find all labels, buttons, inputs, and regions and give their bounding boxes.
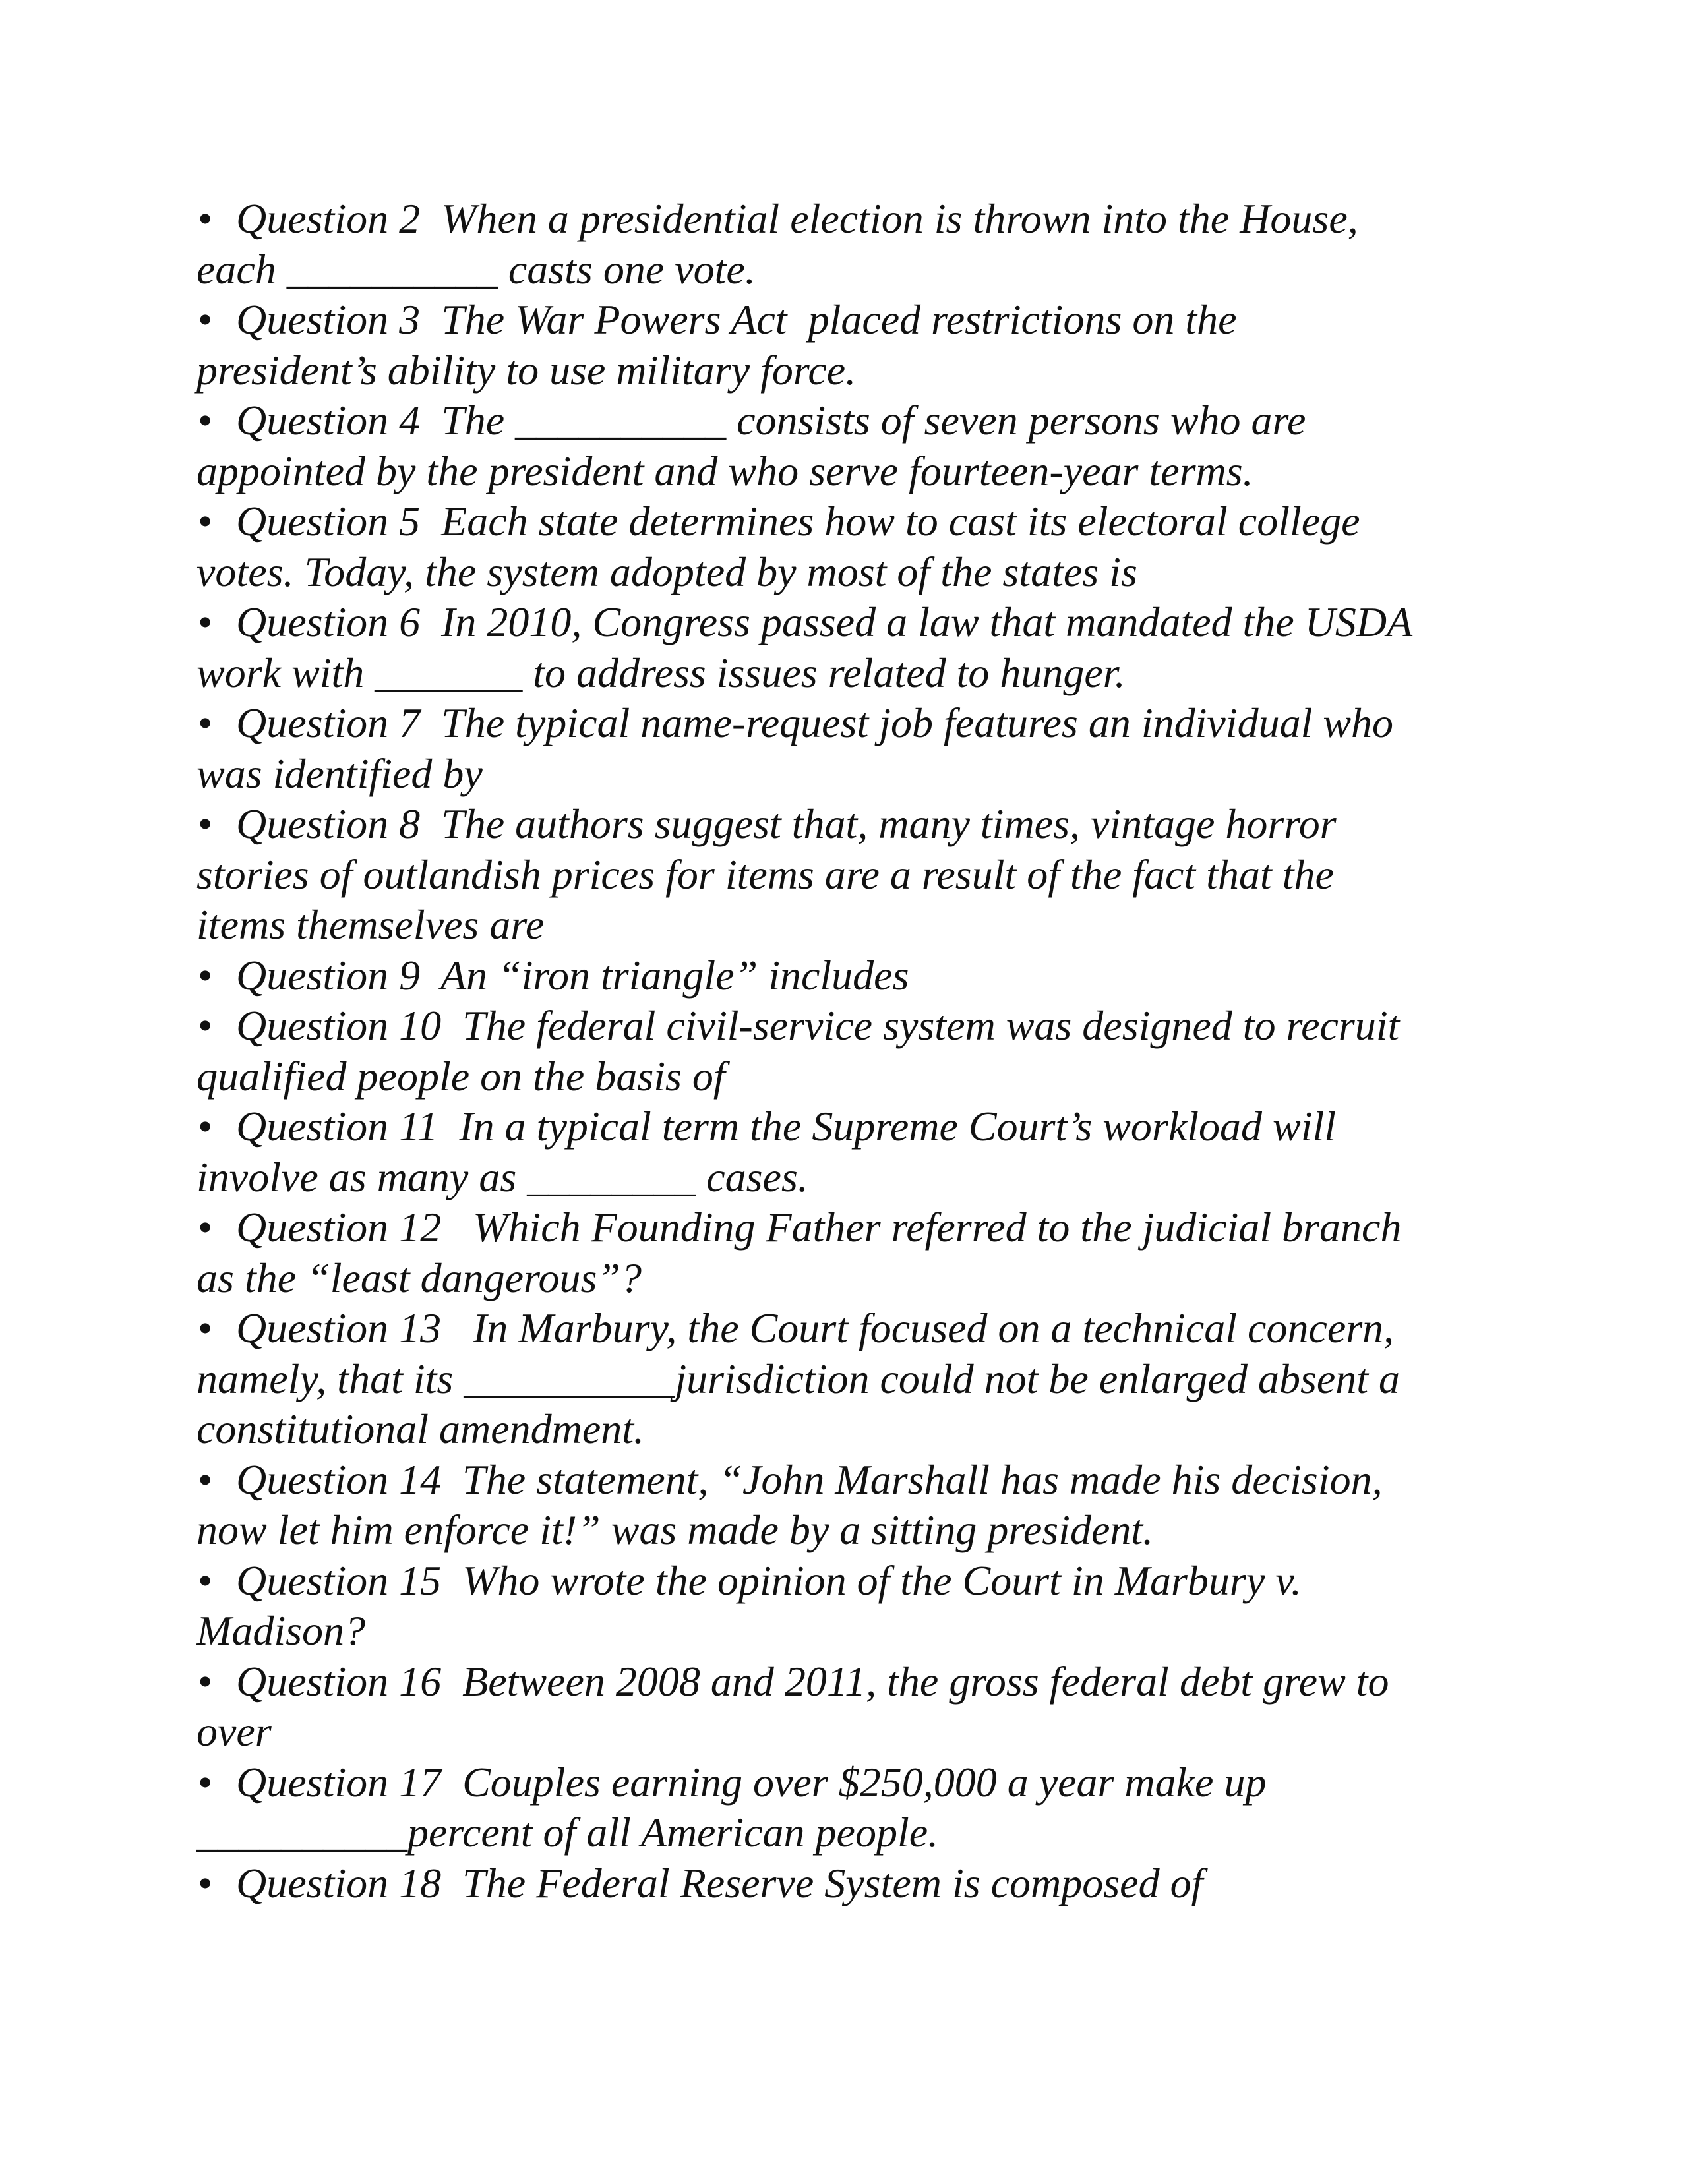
question-text: stories of outlandish prices for items are a result of the fact that the (196, 850, 1334, 898)
question-text: namely, that its __________jurisdiction could not be enlarged absent a (196, 1355, 1401, 1402)
question-line (196, 900, 1499, 951)
question-text: appointed by the president and who serve fourteen-year terms. (196, 447, 1253, 494)
question-q13 (196, 1303, 1499, 1455)
question-q16 (196, 1657, 1499, 1757)
question-text: Question 10 The federal civil-service system was designed to recruit (236, 1002, 1400, 1049)
bullet-icon: • (198, 498, 213, 545)
question-line (196, 597, 1499, 648)
question-line (196, 1505, 1499, 1556)
question-text: Question 18 The Federal Reserve System is composed of (236, 1859, 1203, 1906)
question-text: items themselves are (196, 901, 545, 948)
question-line (196, 1202, 1499, 1253)
question-text: votes. Today, the system adopted by most of the states is (196, 548, 1137, 595)
question-text: as the “least dangerous”? (196, 1254, 642, 1301)
question-line (196, 295, 1499, 345)
question-line (196, 1001, 1499, 1051)
question-q14 (196, 1455, 1499, 1556)
question-q7 (196, 698, 1499, 799)
question-line (196, 850, 1499, 900)
question-line (196, 951, 1499, 1001)
question-line (196, 496, 1499, 547)
question-text: each __________ casts one vote. (196, 245, 756, 293)
question-line (196, 1152, 1499, 1203)
bullet-icon: • (198, 800, 213, 847)
question-q12 (196, 1202, 1499, 1303)
question-text: Question 9 An “iron triangle” includes (236, 951, 909, 999)
question-text: Question 13 In Marbury, the Court focused on a technical concern, (236, 1305, 1395, 1351)
question-text: involve as many as ________ cases. (196, 1153, 808, 1200)
question-q8 (196, 799, 1499, 951)
bullet-icon: • (198, 1002, 213, 1049)
bullet-icon: • (198, 1859, 213, 1906)
question-line (196, 1051, 1499, 1102)
question-q11 (196, 1102, 1499, 1202)
question-text: Question 11 In a typical term the Supreme Court’s workload will (236, 1103, 1337, 1150)
question-text: Question 8 The authors suggest that, many times, vintage horror (236, 800, 1337, 847)
question-line (196, 749, 1499, 800)
question-q10 (196, 1001, 1499, 1102)
question-list (196, 194, 1499, 1908)
question-text: Question 5 Each state determines how to cast its electoral college (236, 498, 1360, 545)
question-line (196, 1657, 1499, 1707)
bullet-icon: • (198, 1204, 213, 1251)
question-line (196, 1253, 1499, 1304)
question-q15 (196, 1556, 1499, 1657)
question-text: over (196, 1708, 272, 1755)
question-line (196, 1606, 1499, 1657)
question-line (196, 1102, 1499, 1152)
question-text: Question 14 The statement, “John Marshall has made his decision, (236, 1456, 1383, 1503)
question-q9 (196, 951, 1499, 1001)
question-line (196, 194, 1499, 245)
question-text: Question 3 The War Powers Act placed restrictions on the (236, 296, 1237, 343)
question-text: Madison? (196, 1607, 365, 1654)
bullet-icon: • (198, 1456, 213, 1503)
question-text: qualified people on the basis of (196, 1052, 725, 1100)
question-line (196, 1808, 1499, 1858)
question-text: now let him enforce it!” was made by a sitting president. (196, 1506, 1154, 1553)
question-line (196, 1556, 1499, 1607)
bullet-icon: • (198, 1305, 213, 1351)
question-text: Question 15 Who wrote the opinion of the Court in Marbury v. (236, 1556, 1302, 1604)
question-text: Question 16 Between 2008 and 2011, the gross federal debt grew to (236, 1657, 1389, 1705)
question-line (196, 396, 1499, 446)
question-line (196, 547, 1499, 598)
question-q17 (196, 1757, 1499, 1858)
bullet-icon: • (198, 397, 213, 444)
question-line (196, 245, 1499, 295)
question-q4 (196, 396, 1499, 496)
bullet-icon: • (198, 599, 213, 645)
bullet-icon: • (198, 1657, 213, 1705)
bullet-icon: • (198, 1556, 213, 1604)
bullet-icon: • (198, 1758, 213, 1806)
question-line (196, 1455, 1499, 1506)
question-text: Question 12 Which Founding Father referred to the judicial branch (236, 1204, 1402, 1251)
question-text: __________percent of all American people. (196, 1809, 939, 1856)
question-text: Question 7 The typical name-request job features an individual who (236, 699, 1394, 746)
question-text: Question 2 When a presidential election is thrown into the House, (236, 195, 1358, 242)
question-text: constitutional amendment. (196, 1405, 645, 1452)
question-q5 (196, 496, 1499, 597)
bullet-icon: • (198, 951, 213, 999)
question-q3 (196, 295, 1499, 396)
question-line (196, 1757, 1499, 1808)
question-line (196, 446, 1499, 497)
question-q6 (196, 597, 1499, 698)
bullet-icon: • (198, 195, 213, 242)
question-text: work with _______ to address issues related to hunger. (196, 649, 1126, 696)
question-line (196, 799, 1499, 850)
bullet-icon: • (198, 1103, 213, 1150)
question-line (196, 1707, 1499, 1757)
question-line (196, 1303, 1499, 1354)
question-line (196, 1354, 1499, 1405)
question-q2 (196, 194, 1499, 295)
question-text: president’s ability to use military force. (196, 346, 857, 394)
question-line (196, 1858, 1499, 1909)
question-q18 (196, 1858, 1499, 1909)
question-text: Question 4 The __________ consists of seven persons who are (236, 397, 1306, 444)
question-line (196, 345, 1499, 396)
question-line (196, 1404, 1499, 1455)
question-text: was identified by (196, 750, 483, 797)
bullet-icon: • (198, 699, 213, 746)
question-text: Question 6 In 2010, Congress passed a law that mandated the USDA (236, 599, 1413, 645)
question-line (196, 648, 1499, 699)
bullet-icon: • (198, 296, 213, 343)
question-line (196, 698, 1499, 749)
question-text: Question 17 Couples earning over $250,000 a year make up (236, 1758, 1267, 1806)
